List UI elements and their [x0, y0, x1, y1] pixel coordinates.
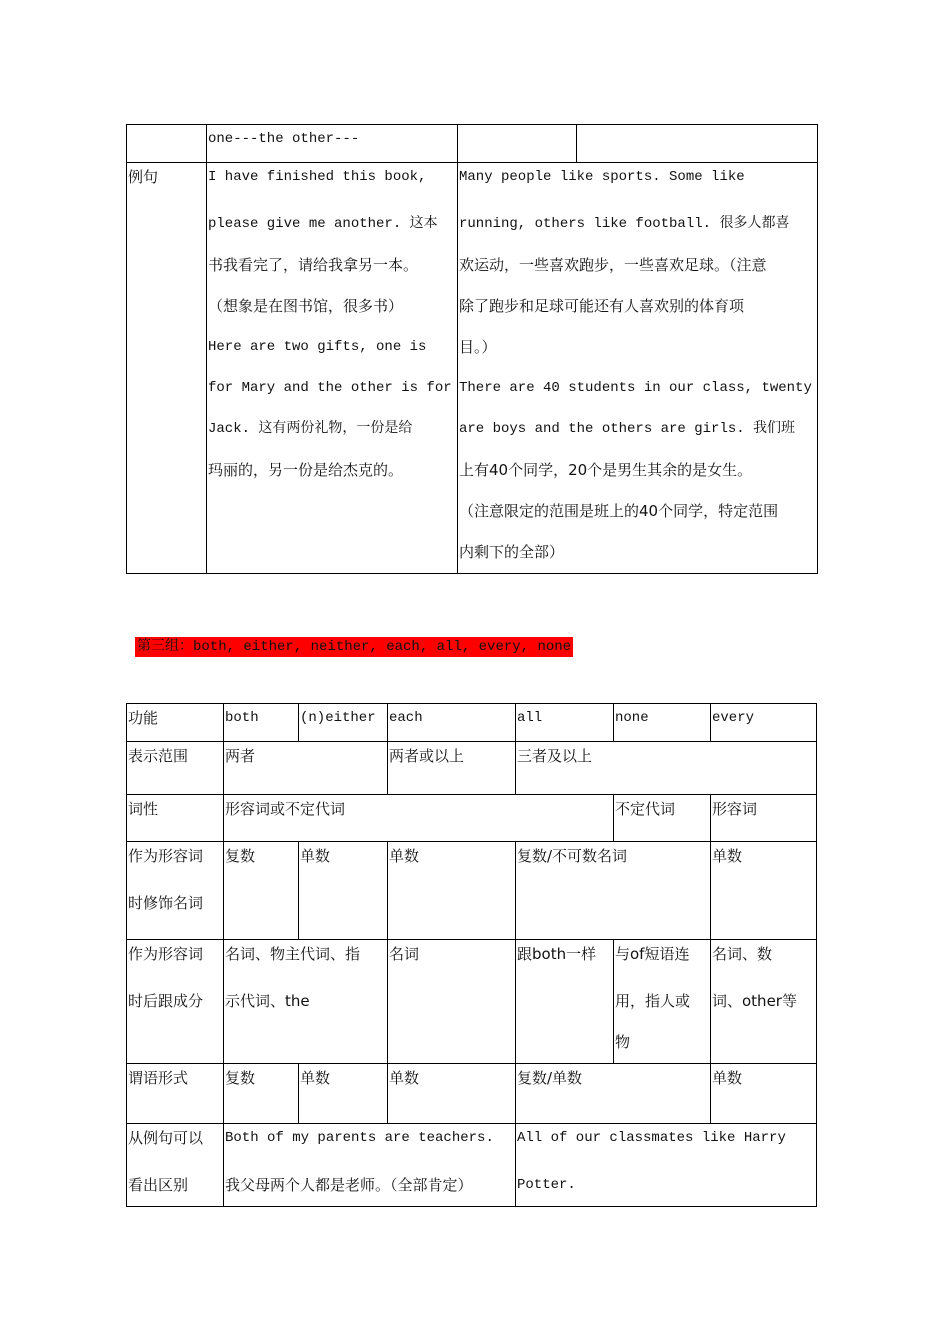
- text-line: 词、other等: [712, 992, 797, 1010]
- range-rest: 三者及以上: [516, 742, 817, 795]
- predicate-all-none: 复数/单数: [516, 1064, 711, 1124]
- text-line: Potter.: [517, 1177, 576, 1193]
- adj-follow-all: 跟both一样: [516, 940, 614, 1064]
- header-function: 功能: [127, 704, 224, 742]
- examples-label: [127, 1124, 224, 1207]
- header-all: all: [516, 704, 614, 742]
- range-label: 表示范围: [127, 742, 224, 795]
- table-row: [127, 1124, 817, 1207]
- pos-label: 词性: [127, 795, 224, 842]
- text-line: All of our classmates like Harry: [517, 1130, 786, 1146]
- text-line: 时后跟成分: [128, 992, 204, 1010]
- predicate-every: 单数: [711, 1064, 817, 1124]
- predicate-label: 谓语形式: [127, 1064, 224, 1124]
- text-line: There are 40 students in our class, twenty: [459, 380, 812, 396]
- text-line: running, others like football. 很多人都喜: [459, 216, 790, 232]
- table-row: [127, 163, 818, 574]
- adj-modify-each: 单数: [388, 842, 516, 940]
- table1-header-col2: one---the other---: [207, 125, 458, 163]
- usage-table-one-other: [126, 124, 818, 574]
- text-line: 名词、物主代词、指: [225, 945, 361, 963]
- table-row: [127, 704, 817, 742]
- adj-follow-each: 名词: [388, 940, 516, 1064]
- text-line: 时修饰名词: [128, 894, 204, 912]
- predicate-either: 单数: [299, 1064, 388, 1124]
- text-line: （想象是在图书馆，很多书）: [208, 297, 404, 315]
- table1-header-col3: [458, 125, 577, 163]
- text-line: Jack. 这有两份礼物，一份是给: [208, 421, 413, 437]
- text-line: please give me another. 这本: [208, 216, 438, 232]
- text-line: 作为形容词: [128, 847, 204, 865]
- group-three-heading: 第三组：both, either, neither, each, all, every, none: [137, 639, 572, 655]
- table1-header-col1: [127, 125, 207, 163]
- table-row: [127, 125, 818, 163]
- text-line: 用，指人或: [615, 992, 691, 1010]
- header-both: both: [224, 704, 299, 742]
- adj-modify-either: 单数: [299, 842, 388, 940]
- pos-every: 形容词: [711, 795, 817, 842]
- text-line: 与of短语连: [615, 945, 690, 963]
- pos-main: 形容词或不定代词: [224, 795, 614, 842]
- adj-follow-both-either: [224, 940, 388, 1064]
- text-line: I have finished this book,: [208, 169, 427, 185]
- text-line: 示代词、the: [225, 992, 310, 1010]
- table-row: [127, 742, 817, 795]
- text-line: 目。）: [459, 338, 497, 356]
- table1-example-label: 例句: [127, 163, 207, 574]
- text-line: 欢运动，一些喜欢跑步，一些喜欢足球。（注意: [459, 256, 767, 274]
- predicate-each: 单数: [388, 1064, 516, 1124]
- range-each: 两者或以上: [388, 742, 516, 795]
- text-line: 上有40个同学，20个是男生其余的是女生。: [459, 461, 753, 479]
- adj-follow-every: [711, 940, 817, 1064]
- examples-right: [516, 1124, 817, 1207]
- table-row: [127, 1064, 817, 1124]
- text-line: 从例句可以: [128, 1129, 204, 1147]
- header-every: every: [711, 704, 817, 742]
- table-row: [127, 940, 817, 1064]
- text-line: Here are two gifts, one is: [208, 339, 427, 355]
- range-both-either: 两者: [224, 742, 388, 795]
- predicate-both: 复数: [224, 1064, 299, 1124]
- adj-follow-none: [614, 940, 711, 1064]
- examples-left: [224, 1124, 516, 1207]
- table-row: [127, 842, 817, 940]
- pos-none: 不定代词: [614, 795, 711, 842]
- adj-modify-every: 单数: [711, 842, 817, 940]
- text-line: are boys and the others are girls. 我们班: [459, 421, 796, 437]
- text-line: Both of my parents are teachers.: [225, 1130, 494, 1146]
- table1-header-col4: [577, 125, 818, 163]
- adj-modify-all-none: 复数/不可数名词: [516, 842, 711, 940]
- text-line: 看出区别: [128, 1176, 189, 1194]
- text-line: 我父母两个人都是老师。（全部肯定）: [225, 1176, 473, 1194]
- adj-modify-both: 复数: [224, 842, 299, 940]
- header-none: none: [614, 704, 711, 742]
- header-neither: (n)either: [299, 704, 388, 742]
- text-line: 物: [615, 1033, 631, 1051]
- text-line: （注意限定的范围是班上的40个同学，特定范围: [459, 502, 779, 520]
- adj-modify-label: [127, 842, 224, 940]
- text-line: 作为形容词: [128, 945, 204, 963]
- text-line: 书我看完了，请给我拿另一本。: [208, 256, 419, 274]
- text-line: Many people like sports. Some like: [459, 169, 745, 185]
- text-line: 除了跑步和足球可能还有人喜欢别的体育项: [459, 297, 745, 315]
- table1-example-right: [458, 163, 818, 574]
- adj-follow-label: [127, 940, 224, 1064]
- header-each: each: [388, 704, 516, 742]
- text-line: 名词、数: [712, 945, 773, 963]
- table-row: [127, 795, 817, 842]
- text-line: for Mary and the other is for: [208, 380, 452, 396]
- table1-example-left: [207, 163, 458, 574]
- text-line: 内剩下的全部）: [459, 543, 565, 561]
- text-line: 玛丽的，另一份是给杰克的。: [208, 461, 404, 479]
- determiner-comparison-table: [126, 703, 817, 1207]
